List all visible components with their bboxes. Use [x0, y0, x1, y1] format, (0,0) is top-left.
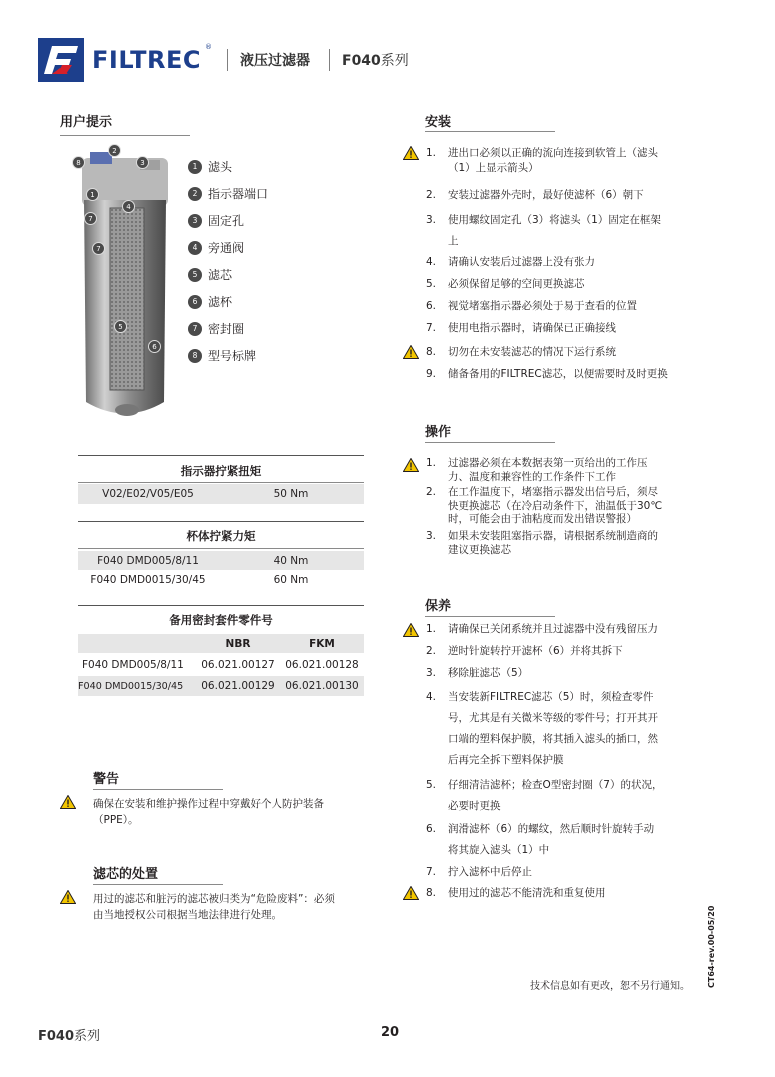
operation-step: [426, 486, 726, 527]
step-number: 8.: [426, 346, 437, 358]
document-code: CT64-rev.00-05/20: [707, 905, 716, 988]
nbr-cell: 06.021.00127: [201, 659, 275, 671]
image-callout-badge: 1: [86, 188, 99, 201]
step-text-line: 当安装新FILTREC滤芯（5）时，须检查零件: [448, 691, 654, 703]
image-callout-badge: 7: [84, 212, 97, 225]
disposal-text-line: 由当地授权公司根据当地法律进行处理。: [93, 909, 282, 921]
step-number: 2.: [426, 645, 437, 657]
step-text-line: 号，尤其是有关微米等级的零件号；打开其开: [448, 712, 658, 724]
warning-triangle-icon: [60, 795, 76, 809]
installation-step: [426, 299, 726, 314]
table-rule: [78, 548, 364, 549]
table-top-rule: [78, 521, 364, 522]
header-product-type: 液压过滤器: [240, 53, 310, 69]
step-text-line: 安装过滤器外壳时，最好使滤杯（6）朝下: [448, 189, 644, 201]
step-text-line: 请确保已关闭系统并且过滤器中没有残留压力: [448, 623, 658, 635]
warning-triangle-icon: [60, 890, 76, 904]
section-rule: [60, 135, 190, 136]
model-cell: F040 DMD005/8/11: [82, 659, 184, 671]
installation-step: [426, 146, 726, 176]
header-series-suffix: 系列: [380, 53, 409, 69]
table-top-rule: [78, 605, 364, 606]
step-text-line: 过滤器必须在本数据表第一页给出的工作压: [448, 457, 648, 469]
indicator-torque-title: 指示器拧紧扭矩: [180, 464, 262, 478]
step-number: 1.: [426, 147, 437, 159]
installation-step: [426, 188, 726, 203]
table-row: [78, 484, 364, 504]
maintenance-step: [426, 775, 726, 817]
image-callout-badge: 3: [136, 156, 149, 169]
warning-triangle-icon: [403, 345, 419, 359]
callout-item: [188, 320, 244, 337]
step-text-line: 在工作温度下，堵塞指示器发出信号后，须尽: [448, 486, 658, 498]
callout-label: 指示器端口: [208, 187, 269, 201]
step-text-line: 切勿在未安装滤芯的情况下运行系统: [448, 346, 616, 358]
step-text-line: 逆时针旋转拧开滤杯（6）并将其拆下: [448, 645, 623, 657]
header-separator: [329, 49, 330, 71]
step-text-line: 使用螺纹固定孔（3）将滤头（1）固定在框架: [448, 214, 661, 226]
header-separator: [227, 49, 228, 71]
maintenance-step: [426, 644, 726, 659]
seal-kit-title: 备用密封套件零件号: [169, 613, 273, 627]
callout-number: 8: [188, 349, 202, 363]
maintenance-step: [426, 687, 726, 771]
step-number: 1.: [426, 457, 437, 469]
installation-step: [426, 277, 726, 292]
registered-mark: ®: [205, 43, 212, 51]
section-rule: [93, 789, 223, 790]
warning-triangle-icon: [403, 623, 419, 637]
callout-number: 7: [188, 322, 202, 336]
value-cell: 60 Nm: [273, 573, 309, 586]
callout-label: 滤头: [208, 160, 233, 174]
warning-triangle-icon: [403, 458, 419, 472]
step-text-line: 润滑滤杯（6）的螺纹，然后顺时针旋转手动: [448, 823, 655, 835]
step-number: 1.: [426, 623, 437, 635]
step-number: 3.: [426, 214, 437, 226]
section-rule: [425, 442, 555, 443]
step-text-line: 请确认安装后过滤器上没有张力: [448, 256, 595, 268]
callout-label: 旁通阀: [208, 241, 245, 255]
step-text-line: 使用过的滤芯不能清洗和重复使用: [448, 887, 606, 899]
step-text-line: 储备备用的FILTREC滤芯，以便需要时及时更换: [448, 368, 668, 380]
disposal-text-line: 用过的滤芯和脏污的滤芯被归类为“危险废料”：必须: [93, 893, 335, 905]
step-text-line: 将其旋入滤头（1）中: [448, 844, 550, 856]
header-series-code: F040: [342, 53, 381, 69]
maintenance-step: [426, 666, 726, 681]
model-cell: V02/E02/V05/E05: [102, 488, 194, 500]
step-text-line: 必要时更换: [448, 800, 501, 812]
footer-series-code: F040: [38, 1029, 75, 1044]
step-number: 5.: [426, 779, 437, 791]
step-text-line: 仔细清洁滤杯；检查O型密封圈（7）的状况，: [448, 779, 663, 791]
callout-label: 型号标牌: [208, 349, 257, 363]
disposal-title: 滤芯的处置: [93, 867, 159, 882]
callout-item: [188, 239, 244, 256]
table-row: [78, 551, 364, 570]
step-text-line: 拧入滤杯中后停止: [448, 866, 532, 878]
callout-label: 密封圈: [208, 322, 245, 336]
step-text-line: 如果未安装阻塞指示器，请根据系统制造商的: [448, 530, 658, 542]
filter-cutaway-image: [70, 140, 180, 430]
callout-item: [188, 185, 268, 202]
section-rule: [93, 884, 223, 885]
maintenance-step: [426, 622, 726, 637]
model-cell: F040 DMD0015/30/45: [78, 680, 184, 692]
callout-item: [188, 347, 256, 364]
step-number: 4.: [426, 691, 437, 703]
step-text-line: 上: [448, 235, 459, 247]
step-number: 7.: [426, 322, 437, 334]
callout-number: 1: [188, 160, 202, 174]
step-text-line: 必须保留足够的空间更换滤芯: [448, 278, 585, 290]
installation-step: [426, 210, 726, 252]
image-callout-badge: 7: [92, 242, 105, 255]
step-text-line: （1）上显示箭头）: [448, 162, 539, 175]
value-cell: 40 Nm: [273, 554, 309, 567]
step-number: 2.: [426, 189, 437, 201]
warning-text-line: （PPE）。: [93, 814, 139, 826]
step-number: 2.: [426, 486, 437, 498]
table-row: [78, 570, 364, 589]
step-number: 3.: [426, 530, 437, 542]
step-number: 7.: [426, 866, 437, 878]
model-cell: F040 DMD005/8/11: [97, 554, 199, 567]
header-series: [342, 50, 409, 70]
step-number: 6.: [426, 300, 437, 312]
callout-number: 3: [188, 214, 202, 228]
callout-item: [188, 293, 232, 310]
table-row: [78, 676, 364, 696]
callout-item: [188, 158, 232, 175]
step-text-line: 后再完全拆下塑料保护膜: [448, 754, 564, 766]
operation-step: [426, 457, 726, 484]
step-text-line: 口端的塑料保护膜，将其插入滤头的插口，然: [448, 733, 658, 745]
table-header-row: [78, 634, 364, 653]
installation-step: [426, 345, 726, 360]
image-callout-badge: 4: [122, 200, 135, 213]
value-cell: 50 Nm: [273, 488, 309, 500]
step-text-line: 移除脏滤芯（5）: [448, 667, 529, 679]
image-callout-badge: 6: [148, 340, 161, 353]
maintenance-step: [426, 865, 726, 880]
section-rule: [425, 616, 555, 617]
table-rule: [78, 482, 364, 483]
step-text-line: 建议更换滤芯: [448, 543, 511, 556]
step-text-line: 力、温度和兼容性的工作条件下工作: [448, 470, 616, 483]
operation-title: 操作: [425, 425, 452, 440]
step-number: 8.: [426, 887, 437, 899]
step-text-line: 视觉堵塞指示器必须处于易于查看的位置: [448, 300, 637, 312]
step-number: 3.: [426, 667, 437, 679]
table-row: [78, 655, 364, 675]
callout-number: 4: [188, 241, 202, 255]
warning-text-line: 确保在安装和维护操作过程中穿戴好个人防护装备: [93, 798, 324, 810]
fkm-cell: 06.021.00128: [285, 659, 359, 671]
page-number: 20: [381, 1025, 400, 1040]
warning-title: 警告: [93, 772, 120, 787]
warning-triangle-icon: [403, 146, 419, 160]
installation-step: [426, 321, 726, 336]
maintenance-step: [426, 819, 726, 861]
filtrec-logo-mark: [38, 38, 84, 82]
installation-step: [426, 367, 726, 382]
callout-number: 5: [188, 268, 202, 282]
step-text-line: 使用电指示器时，请确保已正确接线: [448, 322, 616, 334]
maintenance-title: 保养: [425, 599, 452, 614]
user-tips-title: 用户提示: [60, 115, 113, 130]
footer-series-suffix: 系列: [74, 1029, 101, 1044]
installation-step: [426, 255, 726, 270]
step-text-line: 快更换滤芯（在冷启动条件下，油温低于30℃: [448, 499, 663, 512]
model-cell: F040 DMD0015/30/45: [90, 573, 206, 586]
brand-name: FILTREC: [92, 46, 202, 74]
maintenance-step: [426, 886, 726, 901]
callout-number: 6: [188, 295, 202, 309]
image-callout-badge: 2: [108, 144, 121, 157]
callout-label: 滤杯: [208, 295, 233, 309]
nbr-cell: 06.021.00129: [201, 680, 275, 692]
warning-triangle-icon: [403, 886, 419, 900]
fkm-header: FKM: [309, 637, 335, 650]
step-number: 6.: [426, 823, 437, 835]
step-number: 5.: [426, 278, 437, 290]
callout-label: 滤芯: [208, 268, 233, 282]
callout-item: [188, 266, 232, 283]
step-text-line: 时，可能会由于油粘度而发出错误警报）: [448, 513, 637, 526]
table-top-rule: [78, 455, 364, 456]
callout-item: [188, 212, 244, 229]
bowl-torque-title: 杯体拧紧力矩: [186, 529, 256, 543]
step-number: 9.: [426, 368, 437, 380]
image-callout-badge: 8: [72, 156, 85, 169]
callout-label: 固定孔: [208, 214, 245, 228]
step-number: 4.: [426, 256, 437, 268]
tech-notice: 技术信息如有更改，恕不另行通知。: [530, 981, 690, 992]
step-text-line: 进出口必须以正确的流向连接到软管上（滤头: [448, 147, 658, 159]
installation-title: 安装: [425, 115, 452, 130]
operation-step: [426, 530, 726, 557]
section-rule: [425, 131, 555, 132]
fkm-cell: 06.021.00130: [285, 680, 359, 692]
nbr-header: NBR: [225, 637, 251, 650]
callout-number: 2: [188, 187, 202, 201]
image-callout-badge: 5: [114, 320, 127, 333]
footer-series: [38, 1025, 100, 1044]
